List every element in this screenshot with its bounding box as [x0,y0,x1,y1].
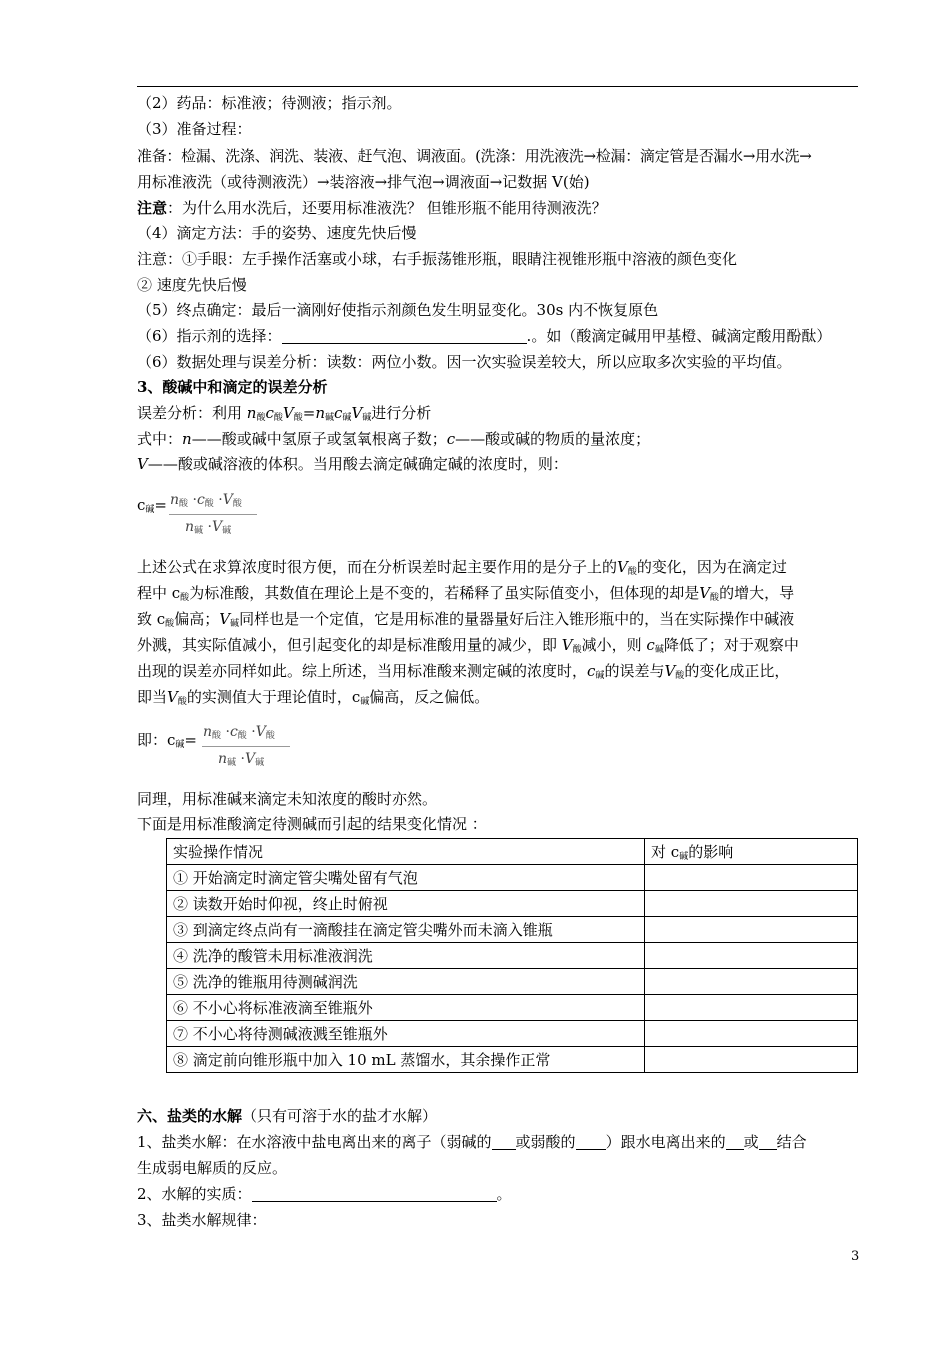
effect-cell [645,865,858,891]
hydrolysis-def-line-2: 生成弱电解质的反应。 [137,1159,288,1177]
blank-ion-2 [759,1134,777,1150]
blank-weak-acid [576,1134,606,1150]
prep-heading: （3）准备过程： [137,120,252,138]
section-6-heading: 六、盐类的水解（只有可溶于水的盐才水解） [137,1107,438,1125]
table-row: ⑦ 不小心将待测碱液溅至锥瓶外 [167,1021,858,1047]
table-row: ⑤ 洗净的锥瓶用待测碱润洗 [167,969,858,995]
effect-cell [645,917,858,943]
analysis-para-5: 出现的误差亦同样如此。综上所述，当用标准酸来测定碱的浓度时，$c_碱$的误差与$V_酸$的变化成正比， [137,662,790,681]
table-row: ① 开始滴定时滴定管尖嘴处留有气泡 [167,865,858,891]
table-row: ② 读数开始时仰视，终止时俯视 [167,891,858,917]
similarly-line: 同理，用标准碱来滴定未知浓度的酸时亦然。 [137,790,438,808]
analysis-para-2: 程中 $c_酸$为标准酸，其数值在理论上是不变的，若稀释了虽实际值变小，但体现的却是$V_酸$的增大，导 [137,584,795,603]
section-3-heading: 3、酸碱中和滴定的误差分析 [137,378,328,396]
header-rule [137,86,858,87]
endpoint-line: （5）终点确定：最后一滴刚好使指示剂颜色发生明显变化。30s 内不恢复原色 [137,301,659,319]
note-text: ：为什么用水洗后，还要用标准液洗？ 但锥形瓶不能用待测液洗？ [167,199,607,217]
data-processing-line: （6）数据处理与误差分析：读数：两位小数。因一次实验误差较大，所以应取多次实验的平均值。 [137,353,792,371]
note-label: 注意 [137,199,168,217]
table-row: ③ 到滴定终点尚有一滴酸挂在滴定管尖嘴外而未滴入锥瓶 [167,917,858,943]
indicator-blank [282,328,527,344]
error-analysis-line: 误差分析：利用 $n_酸c_酸V_酸=n_碱c_碱V_碱$进行分析 [137,404,432,423]
essence-blank [252,1186,497,1202]
effect-cell [645,995,858,1021]
hydrolysis-rules-line: 3、盐类水解规律： [137,1211,267,1229]
error-table [166,838,858,1073]
note-line [137,198,607,218]
blank-weak-base [492,1134,516,1150]
blank-ion-1 [726,1134,744,1150]
hydrolysis-def-line-1: 1、盐类水解：在水溶液中盐电离出来的离子（弱碱的 或弱酸的 ）跟水电离出来的 或 结合 [137,1133,807,1151]
header-effect: 对 $c_碱$的影响 [645,839,858,865]
header-operation: 实验操作情况 [167,839,645,865]
indicator-line: （6）指示剂的选择： .。如（酸滴定碱用甲基橙、碱滴定酸用酚酞） [137,327,832,345]
analysis-para-1: 上述公式在求算浓度时很方便，而在分析误差时起主要作用的是分子上的$V_酸$的变化，因为在滴定过 [137,558,787,577]
analysis-para-6: 即当$V_酸$的实测值大于理论值时，$c_碱$偏高，反之偏低。 [137,688,490,707]
table-header-row [167,839,858,865]
prep-line-1: 准备：检漏、洗涤、润洗、装液、赶气泡、调液面。(洗涤：用洗液洗→检漏：滴定管是否漏水→用水洗→ [137,147,812,165]
effect-cell [645,1047,858,1073]
prep-line-2: 用标准液洗（或待测液洗）→装溶液→排气泡→调液面→记数据 V(始) [137,173,590,191]
table-row: ⑧ 滴定前向锥形瓶中加入 10 mL 蒸馏水，其余操作正常 [167,1047,858,1073]
speed-line: ② 速度先快后慢 [137,276,247,294]
page-number: 3 [851,1249,860,1264]
volume-legend-line: V——酸或碱溶液的体积。当用酸去滴定碱确定碱的浓度时，则： [137,455,568,473]
table-row: ⑥ 不小心将标准液滴至锥瓶外 [167,995,858,1021]
effect-cell [645,969,858,995]
effect-cell [645,1021,858,1047]
hydrolysis-essence-line: 2、水解的实质： 。 [137,1185,512,1203]
reagents-line: （2）药品：标准液；待测液；指示剂。 [137,94,402,112]
analysis-para-3: 致 $c_酸$偏高；$V_碱$同样也是一个定值，它是用标准的量器量好后注入锥形瓶中的，当在实际操作中碱液 [137,610,795,629]
table-intro-line: 下面是用标准酸滴定待测碱而引起的结果变化情况 ： [137,815,487,833]
method-line: （4）滴定方法：手的姿势、速度先快后慢 [137,224,417,242]
hand-eye-line: 注意：①手眼：左手操作活塞或小球，右手振荡锥形瓶，眼睛注视锥形瓶中溶液的颜色变化 [137,250,738,268]
effect-cell [645,943,858,969]
effect-cell [645,891,858,917]
analysis-para-4: 外溅，其实际值减小，但引起变化的却是标准酸用量的减少，即 $V_酸$减小，则 $c_碱$降低了；对于观察中 [137,636,799,655]
formula-legend-line: 式中：n——酸或碱中氢原子或氢氧根离子数；c——酸或碱的物质的量浓度； [137,430,651,448]
table-row: ④ 洗净的酸管未用标准液润洗 [167,943,858,969]
